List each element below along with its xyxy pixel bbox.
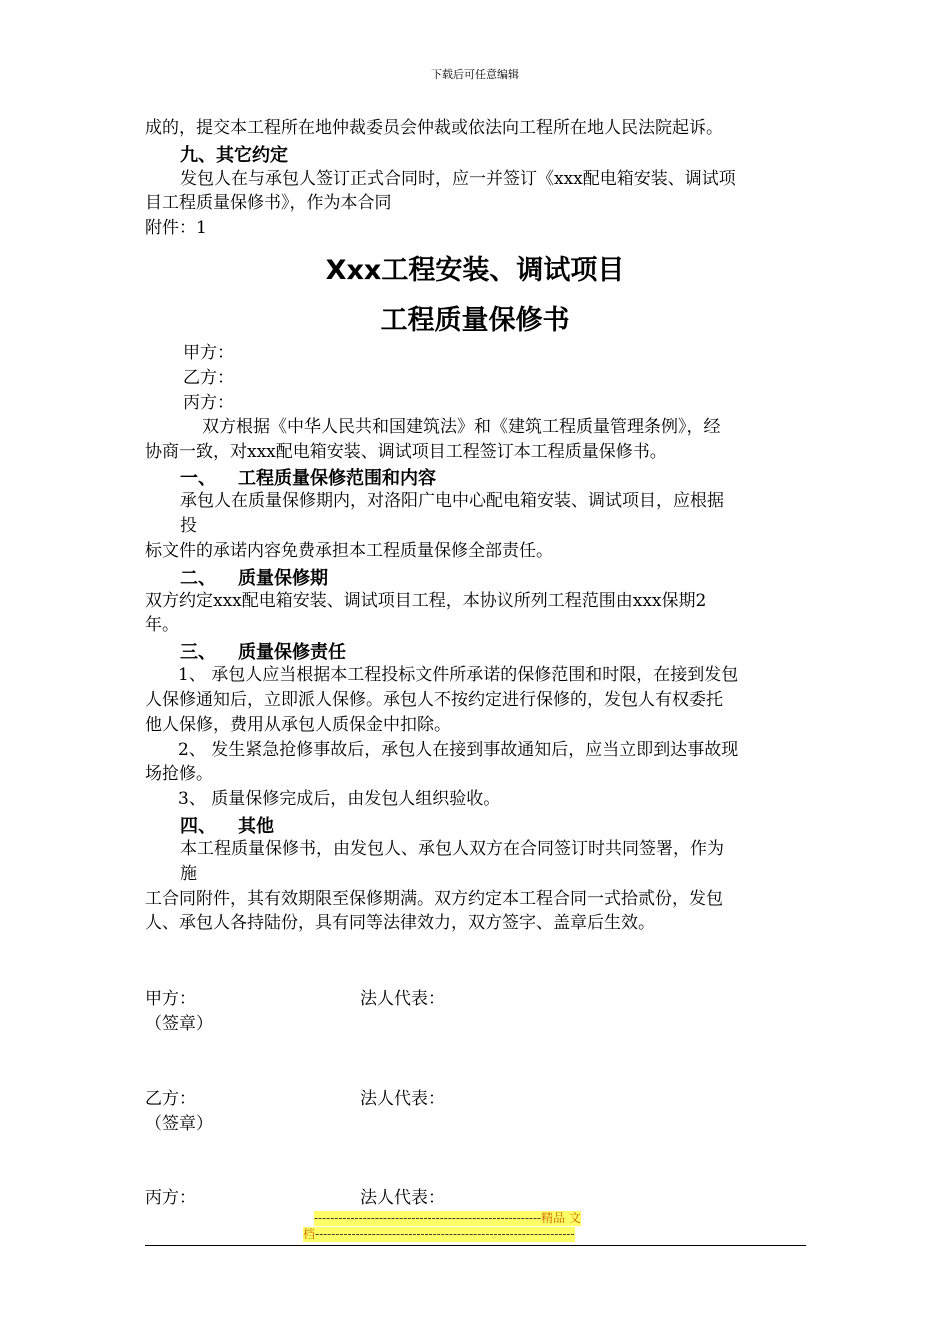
footer-dashes: ---------------------------------------------------------------- bbox=[315, 1227, 575, 1241]
document-subtitle: 工程质量保修书 bbox=[380, 305, 570, 336]
paragraph-line: 场抢修。 bbox=[145, 764, 213, 784]
paragraph-line: 本工程质量保修书，由发包人、承包人双方在合同签订时共同签署，作为 bbox=[180, 839, 724, 859]
document-title: Xxx工程安装、调试项目 bbox=[325, 255, 625, 286]
party-c-label: 丙方： bbox=[183, 393, 234, 413]
section-number: 二、 bbox=[180, 568, 216, 589]
signature-party-b: 乙方： bbox=[145, 1089, 196, 1109]
paragraph-line: 标文件的承诺内容免费承担本工程质量保修全部责任。 bbox=[145, 541, 553, 561]
paragraph-line: 人保修通知后，立即派人保修。承包人不按约定进行保修的，发包人有权委托 bbox=[145, 690, 723, 710]
section-heading-3 bbox=[180, 638, 346, 664]
paragraph-line: 2、 发生紧急抢修事故后，承包人在接到事故通知后，应当立即到达事故现 bbox=[178, 740, 739, 760]
section-number: 一、 bbox=[180, 468, 216, 489]
party-a-label: 甲方： bbox=[183, 343, 234, 363]
footer-dashes: -------------------------------------------------------- bbox=[314, 1211, 542, 1225]
signature-party-a: 甲方： bbox=[145, 989, 196, 1009]
paragraph-line: 投 bbox=[180, 516, 197, 536]
signature-party-c: 丙方： bbox=[145, 1188, 196, 1208]
footer-label: 精品 文 bbox=[541, 1211, 581, 1225]
footer-label: 档 bbox=[303, 1227, 316, 1241]
paragraph-line: 承包人在质量保修期内，对洛阳广电中心配电箱安装、调试项目，应根据 bbox=[180, 491, 724, 511]
signature-seal-a: （签章） bbox=[145, 1014, 213, 1034]
signature-legal-rep-a: 法人代表： bbox=[360, 989, 445, 1009]
footer-banner-line2 bbox=[303, 1227, 575, 1242]
paragraph-line: 成的，提交本工程所在地仲裁委员会仲裁或依法向工程所在地人民法院起诉。 bbox=[145, 118, 723, 138]
paragraph-line: 他人保修，费用从承包人质保金中扣除。 bbox=[145, 715, 451, 735]
paragraph-line: 1、 承包人应当根据本工程投标文件所承诺的保修范围和时限，在接到发包 bbox=[178, 665, 739, 685]
paragraph-line: 发包人在与承包人签订正式合同时，应一并签订《xxx配电箱安装、调试项 bbox=[180, 169, 736, 189]
section-heading-9: 九、其它约定 bbox=[180, 145, 288, 166]
section-number: 三、 bbox=[180, 642, 216, 663]
paragraph-line: 双方约定xxx配电箱安装、调试项目工程，本协议所列工程范围由xxx保期2 bbox=[145, 591, 707, 611]
attachment-label: 附件：1 bbox=[145, 218, 207, 238]
paragraph-line: 双方根据《中华人民共和国建筑法》和《建筑工程质量管理条例》，经 bbox=[202, 417, 721, 437]
section-number: 四、 bbox=[180, 816, 216, 837]
paragraph-line: 施 bbox=[180, 864, 197, 884]
signature-legal-rep-c: 法人代表： bbox=[360, 1188, 445, 1208]
paragraph-line: 工合同附件，其有效期限至保修期满。双方约定本工程合同一式拾贰份，发包 bbox=[145, 889, 723, 909]
section-title: 质量保修责任 bbox=[238, 642, 346, 663]
section-title: 其他 bbox=[238, 816, 274, 837]
signature-legal-rep-b: 法人代表： bbox=[360, 1089, 445, 1109]
paragraph-line: 3、 质量保修完成后，由发包人组织验收。 bbox=[178, 789, 501, 809]
section-heading-1 bbox=[180, 464, 436, 490]
signature-seal-b: （签章） bbox=[145, 1114, 213, 1134]
section-title: 质量保修期 bbox=[238, 568, 328, 589]
party-b-label: 乙方： bbox=[183, 368, 234, 388]
page-header-note: 下载后可任意编辑 bbox=[431, 68, 519, 81]
footer-divider bbox=[145, 1245, 806, 1246]
section-heading-4 bbox=[180, 812, 274, 838]
paragraph-line: 目工程质量保修书》，作为本合同 bbox=[145, 193, 392, 213]
footer-banner-line1 bbox=[314, 1211, 581, 1226]
section-heading-2 bbox=[180, 564, 328, 590]
section-title: 工程质量保修范围和内容 bbox=[238, 468, 436, 489]
paragraph-line: 年。 bbox=[145, 615, 179, 635]
paragraph-line: 协商一致，对xxx配电箱安装、调试项目工程签订本工程质量保修书。 bbox=[145, 442, 667, 462]
paragraph-line: 人、承包人各持陆份，具有同等法律效力，双方签字、盖章后生效。 bbox=[145, 913, 655, 933]
